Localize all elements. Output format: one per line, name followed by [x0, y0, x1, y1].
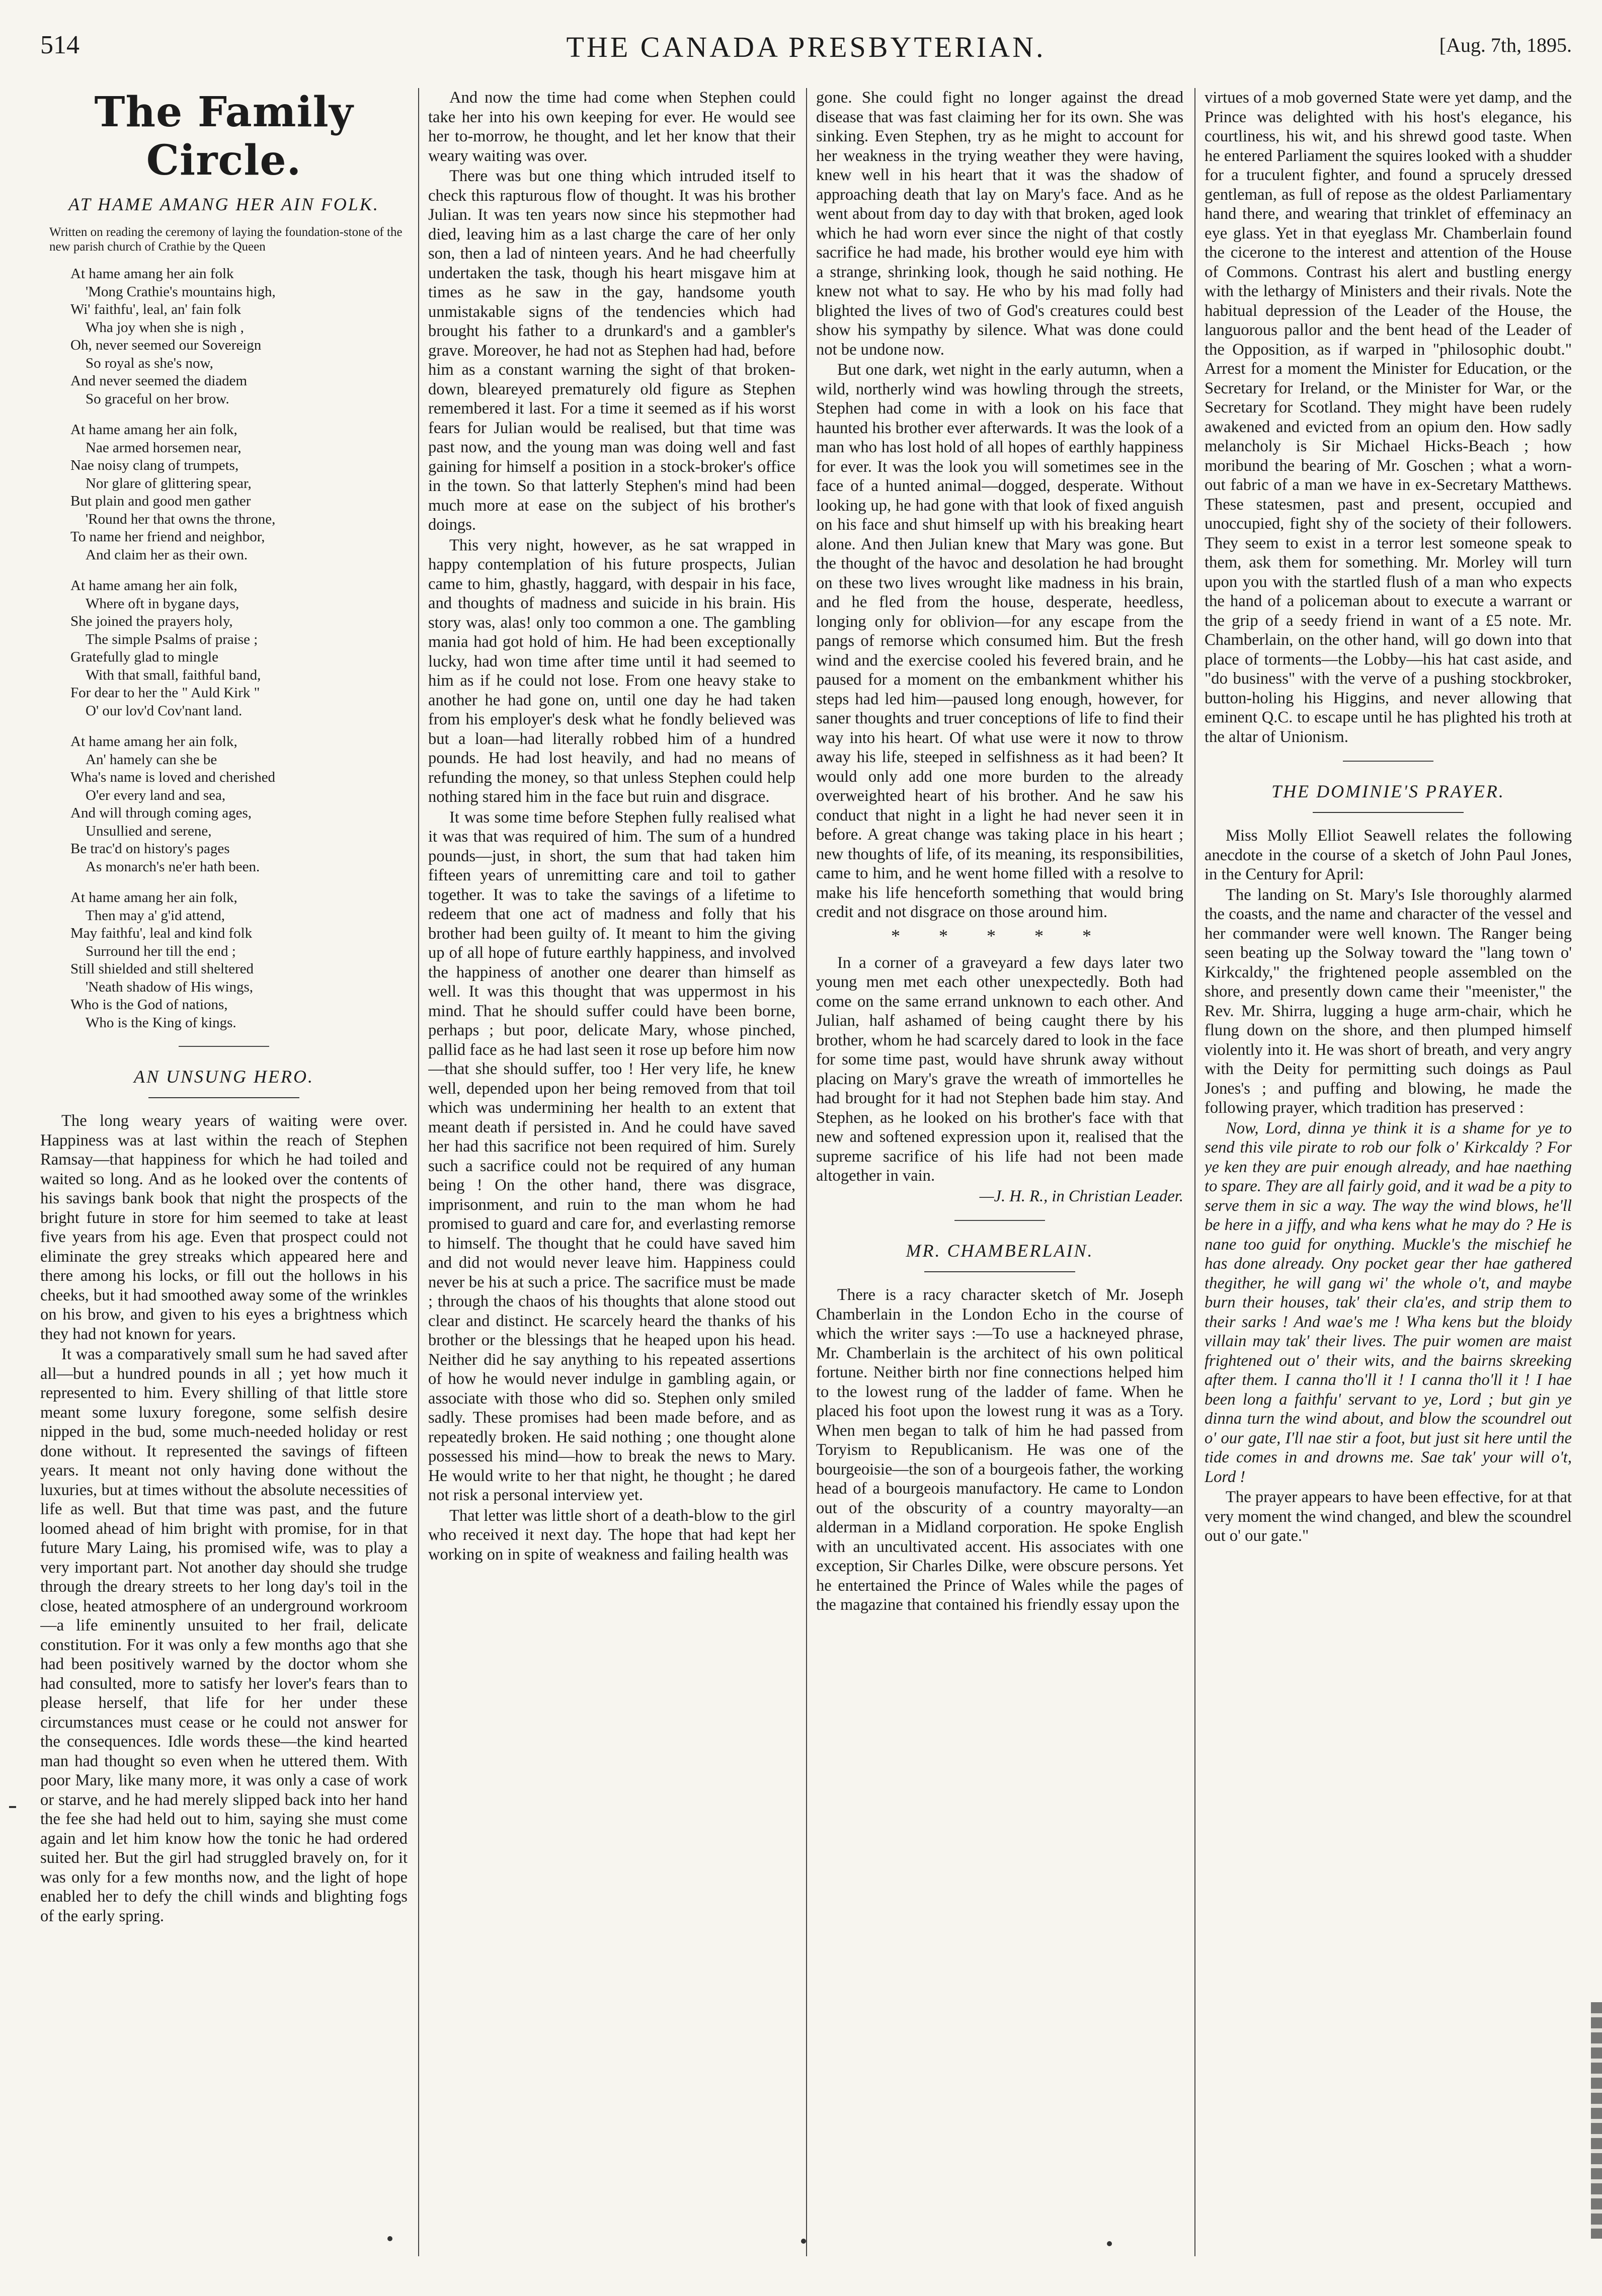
page-number: 514: [40, 31, 79, 59]
title-underline: [1313, 812, 1464, 813]
poem-stanza: [40, 733, 408, 876]
divider: [1343, 761, 1433, 762]
poem-line: Who is the God of nations,: [70, 997, 228, 1013]
paragraph: virtues of a mob governed State were yet damp, and the Prince was delighted with his host's elegance, his courtliness, his wit, and his shrewd good taste. When he entered Parliament the squires looked with a shudder for a truculent fighter, and found a sprucely dressed gentleman, as full of repose as the oldest Parliamentary hand there, and wearing that trinklet of effeminacy an eye glass. Yet in that eyeglass Mr. Chamberlain found the cicerone to the interest and attention of the House of Commons. Contrast his alert and bustling energy with the lethargy of Ministers and their rivals. Note the habitual depression of the Leader of the House, the languorous pallor and the bent head of the Leader of the Opposition, as if warped in "philosophic doubt." Arrest for a moment the Minister for Education, or the Secretary for Ireland, or the Minister for War, or the Secretary for Scotland. They might have been rudely awakened and evicted from an opium den. How sadly melancholy is Sir Michael Hicks-Beach ; how moribund the bearing of Mr. Goschen ; what a worn-out fabric of a man we have in ex-Secretary Matthews. These statesmen, past and present, occupied and unoccupied, fight shy of the society of their followers. They seem to exist in a terror lest someone speak to them, ask them for something. Mr. Morley will turn upon you with the startled flush of a man who expects the hand of a policeman about to execute a warrant or the grip of a seedy friend in want of a £5 note. Mr. Chamberlain, on the other hand, will go down into that place of torments—the Lobby—his hat cast aside, and "do business" with the verve of a pushing stockbroker, button-holing his Higgins, and never allowing that eminent Q.C. to escape until he has plighted his troth at the altar of Unionism.: [1205, 89, 1572, 746]
divider: [954, 1220, 1045, 1221]
column-4: [1205, 88, 1572, 2261]
paragraph: This very night, however, as he sat wrapped in happy contemplation of his future prospects, Julian came to him, ghastly, haggard, with despair in his face, and thoughts of madness and suicide in his brain. His story was, alas! only too common a one. The gambling mania had got hold of him. He had been exceptionally lucky, had won time after time until it had seemed to him as if he could not lose. From one heavy stake to another he had gone on, until one day he had taken from his employer's desk what he fondly believed was but a loan—had literally robbed him of a hundred pounds. He had lost heavily, and had no means of refunding the money, so that unless Stephen could help nothing stared him in the face but ruin and disgrace.: [428, 536, 795, 806]
section-break: * * * * *: [891, 925, 1108, 946]
scan-speck: [387, 2236, 392, 2241]
poem-line: But plain and good men gather: [70, 493, 251, 509]
poem-line: 'Neath shadow of His wings,: [86, 978, 254, 995]
poem-line: Be trac'd on history's pages: [70, 841, 230, 857]
poem-line: Surround her till the end ;: [86, 943, 236, 959]
poem-line: The simple Psalms of praise ;: [86, 631, 258, 647]
poem-line: May faithfu', leal and kind folk: [70, 925, 253, 941]
poem-line: Then may a' g'id attend,: [86, 907, 225, 924]
poem-line: As monarch's ne'er hath been.: [86, 858, 260, 875]
paragraph: It was a comparatively small sum he had saved after all—but a hundred pounds in all ; yet how much it represented to him. Every shilling of that little store meant some luxury foregone, some selfish desire nipped in the bud, some much-needed holiday or rest done without. It represented the savings of fifteen years. It meant not only having done without the luxuries, but at times without the absolute necessities of life as well. But that time was past, and the future loomed ahead of him bright with promise, for in that future Mary Laing, his promised wife, was to play a very important part. Not another day should she trudge through the dreary streets to her long day's toil in the close, heated atmosphere of an underground workroom—a life eminently unsuited to her frail, delicate constitution. For it was only a few months ago that she had been positively warned by the doctor whom she had consulted, more to satisfy her lover's fears than to please herself, that life for her under these circumstances must cease or he could not answer for the consequences. Idle words these—the kind hearted man had thought so even when he uttered them. With poor Mary, like many more, it was only a case of work or starve, and he had merely slipped back into her hand the fee she had held out to him, saying she must come again and let him know how the tonic he had ordered suited her. But the girl had struggled bravely on, for it was only for a few months now, and the light of hope enabled her to defy the chill winds and blighting fogs of the early spring.: [40, 1345, 408, 1925]
poem-line: Wha's name is loved and cherished: [70, 769, 276, 785]
newspaper-page: [40, 30, 1572, 2274]
poem-title: AT HAME AMANG HER AIN FOLK.: [68, 194, 379, 214]
poem-line: And never seemed the diadem: [70, 373, 248, 389]
poem-stanza: [40, 421, 408, 564]
poem-line: So royal as she's now,: [86, 355, 213, 371]
poem-line: She joined the prayers holy,: [70, 613, 233, 629]
sketch-title: MR. CHAMBERLAIN.: [906, 1241, 1094, 1261]
poem-line: Oh, never seemed our Sovereign: [70, 337, 262, 353]
poem-line: Who is the King of kings.: [86, 1014, 236, 1031]
prayer-text: Now, Lord, dinna ye think it is a shame for ye to send this vile pirate to rob our folk o' Kirkcaldy ? For ye ken they are puir enough already, and hae naething to spare. They are all fairly goid, and it wad be a pity to serve them in sic a way. The way the wind blows, he'll be here in a jiffy, and wha kens what he may do ? He is nane too guid for onything. Muckle's the mischief he has done already. Ony pocket gear ther hae gathered thegither, he will gang wi' the whole o't, and maybe burn their houses, tak' their cla'es, and strip them to their sarks ! And wae's me ! Wha kens but the bloidy villain may tak' their lives. The puir women are maist frightened out o' their wits, and the bairns skreeking after them. I canna tho'll it ! I canna tho'll it ! I hae been long a faithfu' servant to ye, Lord ; but gin ye dinna turn the wind about, and blow the scoundrel out o' our gate, I'll nae stir a foot, but just sit here until the tide comes in and drowns me. Sae tak' your will o't, Lord !: [1205, 1119, 1572, 1486]
poem-line: At hame amang her ain folk,: [70, 733, 237, 750]
column-3: [816, 88, 1183, 2261]
paragraph: The long weary years of waiting were over. Happiness was at last within the reach of Stephen Ramsay—that happiness for which he had toiled and waited so long. And as he looked over the contents of his savings bank book that night the prospects of the bright future in store for him seemed to take at least five years from his age. Even that prospect could not eliminate the grey streaks which appeared here and there among his locks, or fill out the hollows in his cheeks, but it had smoothed away some of the wrinkles on his brow, and given to his eyes a brightness which they had not known for years.: [40, 1112, 408, 1343]
journal-title: THE CANADA PRESBYTERIAN.: [566, 31, 1046, 63]
paragraph: There is a racy character sketch of Mr. Joseph Chamberlain in the London Echo in the course of which the writer says :—To use a hackneyed phrase, Mr. Chamberlain is the architect of his own political fortune. Neither birth nor fine connections helped him to the lowest rung of the ladder of fame. When he placed his foot upon the lowest rung it was as a Tory. When men began to talk of him he had passed from Toryism to Republicanism. He was one of the bourgeoisie—the son of a bourgeois father, the working head of a bourgeois manufactory. He came to London out of the obscurity of a country mayoralty—an alderman in a Midland corporation. He spoke English with an uncultivated accent. His associates with one exception, Sir Charles Dilke, were obscure persons. Yet he entertained the Prince of Wales while the pages of the magazine that contained his friendly essay upon the: [816, 1286, 1183, 1614]
department-title: The Family Circle.: [94, 88, 354, 185]
scan-speck: [1107, 2241, 1112, 2246]
title-underline: [924, 1271, 1075, 1272]
poem-line: Where oft in bygane days,: [86, 595, 239, 612]
scan-mark: [9, 1806, 16, 1808]
paragraph: And now the time had come when Stephen could take her into his own keeping for ever. He would see her to-morrow, he thought, and let her know that their weary waiting was over.: [428, 89, 795, 165]
column-rule: [806, 88, 807, 2256]
poem-line: 'Round her that owns the throne,: [86, 511, 276, 527]
poem-line: At hame amang her ain folk,: [70, 578, 237, 594]
scan-speck: [801, 2239, 806, 2244]
column-1: [40, 88, 408, 2261]
poem-line: At hame amang her ain folk: [70, 266, 234, 282]
poem-line: Wi' faithfu', leal, an' fain folk: [70, 301, 242, 317]
poem-line: And claim her as their own.: [86, 546, 248, 563]
poem-note: Written on reading the ceremony of laying the foundation-stone of the new parish church of Crathie by the Queen: [49, 225, 403, 254]
column-rule: [1194, 88, 1195, 2256]
poem-line: Gratefully glad to mingle: [70, 649, 218, 665]
poem-stanza: [40, 577, 408, 720]
poem-stanza: [40, 889, 408, 1032]
poem-line: At hame amang her ain folk,: [70, 422, 237, 438]
poem-line: Unsullied and serene,: [86, 823, 212, 839]
poem-stanza: [40, 265, 408, 408]
paragraph: gone. She could fight no longer against the dread disease that was fast claiming her for its own. She was sinking. Even Stephen, try as he might to account for her weakness in the trying weather they were having, knew well in his heart that it was the shadow of approaching death that lay on Mary's face. And as he went about from day to day with that broken, aged look which he had worn ever since the night of that costly sacrifice he had made, his brother would eye him with a strange, shrinking look, though he said nothing. He knew not what to say. He who by his mad folly had blighted the lives of two of God's creatures could best show his sympathy by silence. What was done could not be undone now.: [816, 89, 1183, 359]
paragraph: In a corner of a graveyard a few days later two young men met each other unexpectedly. Both had come on the same errand unknown to each other. And Julian, half ashamed of being caught there by his brother, whom he had scarcely dared to look in the face for some time past, would have shrunk away without placing on Mary's grave the wreath of immortelles he had brought for it had not Stephen bade him stay. And Stephen, as he looked on his brother's face with that new and softened expression upon it, realised that the supreme sacrifice of his life had not been made altogether in vain.: [816, 953, 1183, 1185]
paragraph: There was but one thing which intruded itself to check this rapturous flow of thought. It was his brother Julian. It was ten years now since his stepmother had died, leaving him as a last charge the care of her only son, then a lad of ninteen years. And he had cheerfully undertaken the task, though his heart misgave him at times as he saw in the gay, handsome youth unmistakable signs of the tendencies which had brought his father to a drunkard's and a gambler's grave. Moreover, he had not as Stephen had had, before him as a constant warning the sight of that broken-down, bleareyed prematurely old figure as Stephen remembered it last. For a time it seemed as if his worst fears for Julian would be realised, but that time was past now, and the young man was doing well and fast gaining for himself a position in a stock-broker's office in the town. So that latterly Stephen's mind had been much more at ease on the subject of his brother's doings.: [428, 167, 795, 534]
poem-line: To name her friend and neighbor,: [70, 529, 265, 545]
paragraph: The prayer appears to have been effective, for at that very moment the wind changed, and blew the scoundrel out o' our gate.": [1205, 1488, 1572, 1545]
poem-line: Nor glare of glittering spear,: [86, 475, 252, 491]
byline: —J. H. R., in Christian Leader.: [979, 1187, 1183, 1205]
paragraph: Miss Molly Elliot Seawell relates the following anecdote in the course of a sketch of John Paul Jones, in the Century for April:: [1205, 827, 1572, 883]
poem-line: 'Mong Crathie's mountains high,: [86, 283, 276, 300]
poem-line: O' our lov'd Cov'nant land.: [86, 702, 243, 719]
paragraph: The landing on St. Mary's Isle thoroughly alarmed the coasts, and the name and character of the vessel and her commander were well known. The Ranger being seen beating up the Solway toward the "lang town o' Kirkcaldy," the frightened people assembled on the shore, and presently down came their "meenister," the Rev. Mr. Shirra, lugging a huge arm-chair, which he flung down on the shore, and then plumped himself violently into it. He was short of breath, and very angry with the Deity for permitting such doings as Paul Jones's ; and puffing and blowing, he made the following prayer, which tradition has preserved :: [1205, 885, 1572, 1117]
title-underline: [148, 1097, 299, 1098]
poem-line: Still shielded and still sheltered: [70, 961, 254, 977]
paragraph: That letter was little short of a death-blow to the girl who received it next day. The hope that had kept her working on in spite of weakness and failing health was: [428, 1506, 795, 1564]
poem-line: With that small, faithful band,: [86, 667, 261, 683]
poem-line: Wha joy when she is nigh ,: [86, 319, 244, 336]
issue-date: [Aug. 7th, 1895.: [1439, 34, 1572, 56]
divider: [179, 1046, 269, 1047]
column-2: [428, 88, 795, 2261]
columns: [40, 88, 1572, 2261]
running-head: [40, 30, 1572, 86]
story-title: AN UNSUNG HERO.: [134, 1067, 314, 1087]
paragraph: It was some time before Stephen fully realised what it was that was required of him. The sum of a hundred pounds—just, in short, the sum that had taken him fifteen years of unremitting care and toil to gather together. It was to take the savings of a lifetime to redeem that one act of madness and folly that his brother had been guilty of. It meant to him the giving up of all hope of future earthly happiness, and involved the happiness of another one dearer than himself as well. It was this thought that was uppermost in his mind. That he should suffer could have been borne, perhaps ; but poor, delicate Mary, whose pinched, pallid face as he had last seen it rose up before him now—that she should suffer, too ! Her very life, he knew well, depended upon her being removed from that toil which was undermining her health to an extent that meant death if persisted in. And he could have saved her had this sacrifice not been required of him. Surely such a sacrifice could not be required of any human being ! On the other hand, there was disgrace, imprisonment, and ruin to the man whom he had promised to guard and care for, and everlasting remorse to himself. The thought that he could have saved him and did not would never leave him. Happiness could never be his at such a price. The sacrifice must be made ; through the chaos of his thoughts that alone stood out clear and distinct. He scarcely heard the thanks of his brother or the blessings that he heaped upon his head. Neither did he say anything to his repeated assertions of how he would never indulge in gambling again, or associate with those who did so. Stephen only smiled sadly. These promises had been made before, and as repeatedly broken. He said nothing ; one thought alone possessed his mind—how to break the news to Mary. He would write to her that night, he thought ; he dared not risk a personal interview yet.: [428, 808, 795, 1504]
paragraph: But one dark, wet night in the early autumn, when a wild, northerly wind was howling through the streets, Stephen had come in with a look on his face that haunted his brother ever afterwards. It was the look of a man who has lost hold of all hopes of earthly happiness for ever. It was the look you will sometimes see in the face of a hunted animal—dogged, desperate. Without looking up, he had gone with that look of fixed anguish on his face and shut himself up with his breaking heart alone. And then Julian knew that Mary was gone. But the thought of the havoc and desolation he had brought on these two lives wrought like madness in his brain, and he fled from the house, desperate, heedless, longing only for oblivion—for any escape from the pangs of remorse which consumed him. But the fresh wind and the exercise cooled his fevered brain, and he paused for a moment on the embankment whither his steps had led him—paused long enough, however, for saner thoughts and truer conceptions of life to find their way into his heart. Of what use were it now to throw away his life, steeped in selfishness as it had been? It would only add one more burden to the already overweighted heart of his brother. And he saw his conduct that night in a light he had never seen it in before. A great change was taking place in his heart ; new thoughts of life, of its meaning, its responsibilities, came to him, and he went home filled with a resolve to make his life henceforth something that would bring credit and not disgrace on those around him.: [816, 361, 1183, 921]
poem-line: For dear to her the " Auld Kirk ": [70, 685, 260, 701]
poem-line: Nae armed horsemen near,: [86, 439, 242, 456]
prayer-title: THE DOMINIE'S PRAYER.: [1271, 781, 1505, 801]
poem-line: An' hamely can she be: [86, 751, 217, 768]
column-rule: [418, 88, 419, 2256]
poem-line: And will through coming ages,: [70, 805, 252, 821]
poem-line: So graceful on her brow.: [86, 390, 229, 407]
poem-line: At hame amang her ain folk,: [70, 889, 237, 906]
poem: [40, 265, 408, 1032]
page-edge-scan-strip: [1591, 2002, 1602, 2239]
poem-line: Nae noisy clang of trumpets,: [70, 457, 239, 473]
poem-line: O'er every land and sea,: [86, 787, 226, 803]
